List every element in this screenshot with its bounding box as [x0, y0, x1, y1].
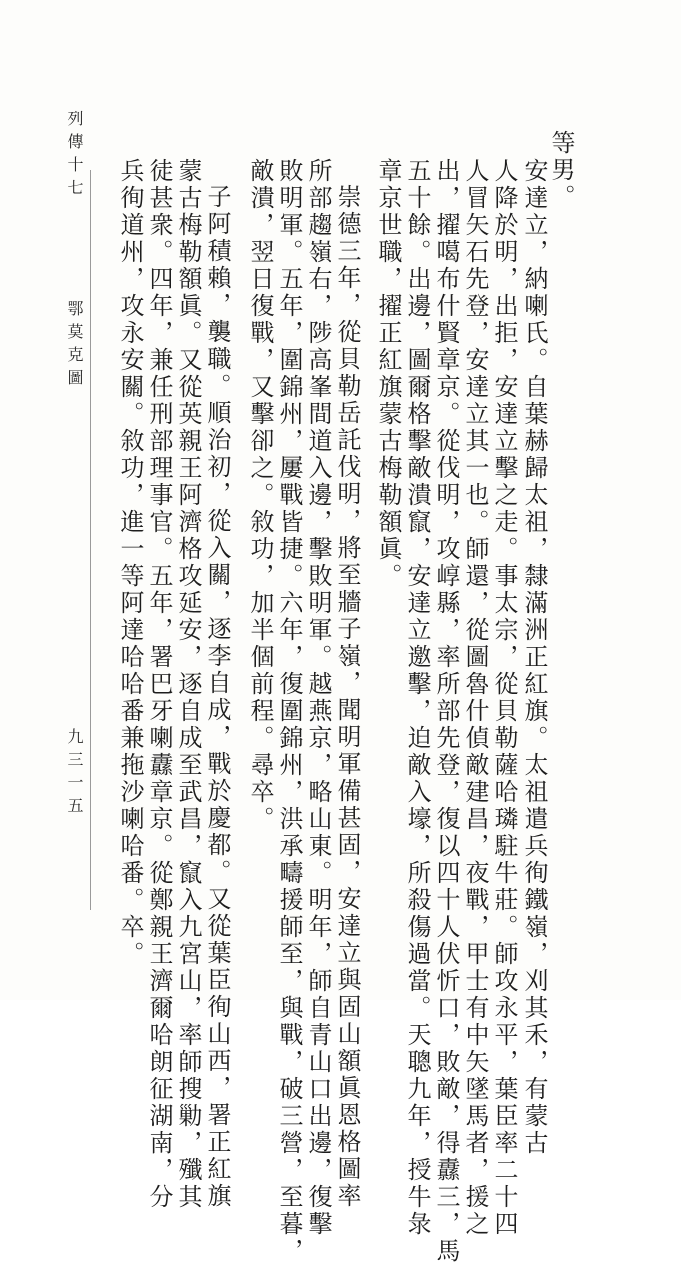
text-column: 兵徇道州，攻永安關。敘功，進一等阿達哈哈番兼拖沙喇哈番。卒。	[116, 158, 144, 968]
text-column: 敵潰，翌日復戰，又擊卻之。敘功，加半個前程。尋卒。	[246, 158, 274, 833]
text-column: 子阿積賴，襲職。順治初，從入關，逐李自成，戰於慶都。又從葉臣徇山西，署正紅旗	[203, 184, 231, 1210]
text-column: 安達立，納喇氏。自葉赫歸太祖，隸滿洲正紅旗。太祖遣兵徇鐵嶺，刈其禾，有蒙古	[520, 158, 548, 1157]
text-column: 崇德三年，從貝勒岳託伐明，將至牆子嶺，聞明軍備甚固，安達立與固山額眞恩格圖率	[333, 184, 361, 1210]
chapter-name: 鄂莫克圖	[65, 300, 84, 392]
book-title: 列傳十七	[65, 110, 84, 202]
text-column: 人冒矢石先登，安達立其一也。師還，從圖魯什偵敵建昌，夜戰，甲士有中矢墜馬者，援之	[461, 158, 489, 1238]
text-column: 敗明軍。五年，圍錦州，屢戰皆捷。六年，復圍錦州，洪承疇援師至，與戰，破三營，至暮，	[275, 158, 303, 1265]
text-column: 人降於明，出拒，安達立擊之走。事太宗，從貝勒薩哈璘駐牛莊。師攻永平，葉臣率二十四	[490, 158, 518, 1238]
margin-rule	[90, 170, 91, 910]
page-number: 九三一五	[65, 728, 84, 820]
text-column: 徒甚衆。四年，兼任刑部理事官。五年，署巴牙喇纛章京。從鄭親王濟爾哈朗征湖南，分	[145, 158, 173, 1211]
text-column: 等男。	[547, 130, 575, 211]
text-column: 五十餘。出邊，圖爾格擊敵潰竄，安達立邀擊，迫敵入壕，所殺傷過當。天聰九年，授牛彔	[403, 158, 431, 1238]
text-column: 出，擢噶布什賢章京。從伐明，攻崞縣，率所部先登，復以四十人伏忻口，敗敵，得纛三，馬	[432, 158, 460, 1265]
text-column: 蒙古梅勒額眞。又從英親王阿濟格攻延安，逐自成至武昌，竄入九宮山，率師搜勦，殲其	[174, 158, 202, 1211]
text-column: 章京世職，擢正紅旗蒙古梅勒額眞。	[374, 158, 402, 590]
text-column: 所部趨嶺右，陟高峯間道入邊，擊敗明軍。越燕京，略山東。明年，師自青山口出邊，復擊	[304, 158, 332, 1238]
